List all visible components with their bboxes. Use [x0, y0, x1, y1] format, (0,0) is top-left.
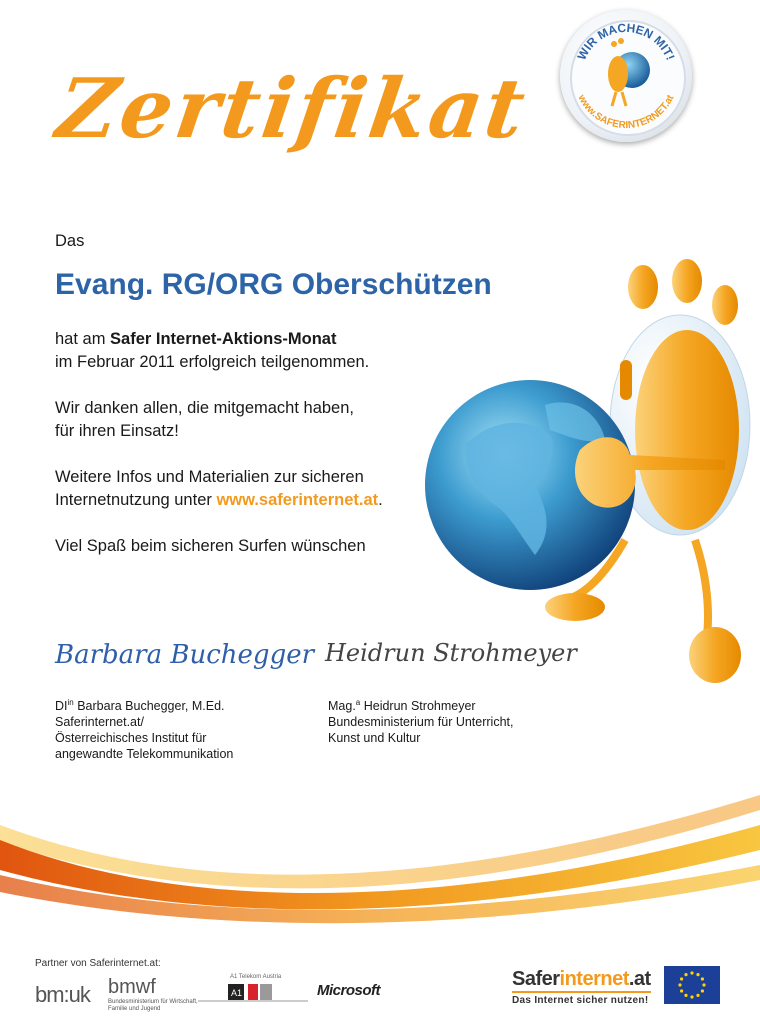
- partner-label: Partner von Saferinternet.at:: [35, 958, 161, 969]
- microsoft-logo: Microsoft: [317, 982, 380, 999]
- svg-text:Barbara Buchegger: Barbara Buchegger: [55, 640, 315, 670]
- closing-paragraph: Viel Spaß beim sicheren Surfen wünschen: [55, 537, 366, 555]
- thanks-paragraph: Wir danken allen, die mitgemacht haben, für ihren Einsatz!: [55, 399, 354, 440]
- info-paragraph: Weitere Infos und Materialien zur sicheren Internetnutzung unter www.saferinternet.at.: [55, 468, 383, 509]
- intro-text: Das: [55, 232, 85, 250]
- telekom-logo: A1 Telekom Austria A1: [230, 974, 282, 998]
- participation-paragraph: hat am Safer Internet-Aktions-Monat im Februar 2011 erfolgreich teilgenommen.: [55, 330, 370, 371]
- certificate-title: Zertifikat: [51, 61, 534, 157]
- website-link[interactable]: www.saferinternet.at: [216, 491, 379, 509]
- eu-flag-icon: [664, 966, 720, 1004]
- bmuk-logo: bm:uk: [35, 982, 90, 1007]
- bmwf-logo: bmwf Bundesministerium für Wirtschaft, Familie und Jugend: [108, 976, 198, 1012]
- svg-text:A1: A1: [231, 988, 243, 998]
- svg-text:WIR MACHEN MIT!: WIR MACHEN MIT!: [574, 20, 678, 63]
- signature-left-icon: [55, 628, 315, 678]
- signatory-right: Mag.$^a$ Heidrun Strohmeyer Bundesministerium für Unterricht, Kunst und Kultur: [328, 698, 514, 746]
- globe-mascot-icon: [425, 255, 760, 685]
- participation-badge: [560, 10, 692, 142]
- signature-right-icon: [325, 626, 577, 681]
- signatory-left: $DI^{in}$ Barbara Buchegger, M.Ed. Saferinternet.at/ Österreichisches Institut für angewandte Telekommunikation: [55, 698, 234, 762]
- saferinternet-logo: Saferinternet.at Das Internet sicher nutzen!: [512, 968, 651, 1006]
- svg-text:www.SAFERINTERNET.at: www.SAFERINTERNET.at: [575, 93, 677, 132]
- school-name: Evang. RG/ORG Oberschützen: [55, 268, 492, 301]
- svg-text:Heidrun Strohmeyer: Heidrun Strohmeyer: [325, 639, 577, 667]
- badge-mascot-icon: [560, 10, 692, 142]
- decorative-swoosh: [0, 780, 760, 920]
